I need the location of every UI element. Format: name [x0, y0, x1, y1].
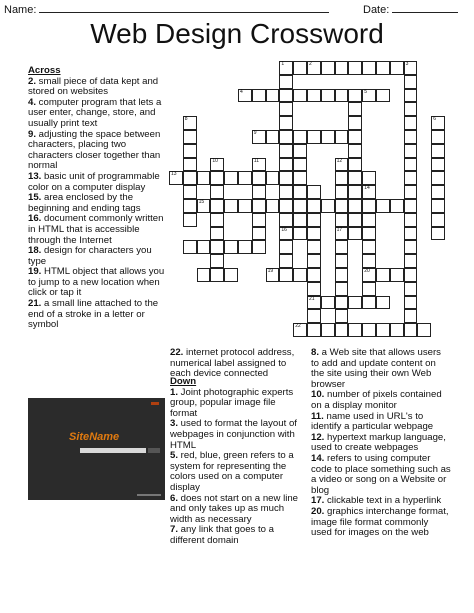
clue-number: 16.	[28, 213, 42, 225]
cell-number: 19	[267, 268, 274, 274]
clue-text: internet protocol address, numerical label assigned to each device connected	[170, 347, 295, 380]
clue-number: 3.	[170, 418, 179, 430]
crossword-cell[interactable]	[362, 323, 376, 337]
clue-item	[311, 507, 451, 539]
crossword-cell[interactable]	[362, 61, 376, 75]
crossword-cell[interactable]	[362, 268, 376, 282]
mockup-site-suffix: Name	[89, 431, 120, 443]
crossword-cell[interactable]	[307, 323, 321, 337]
crossword-cell[interactable]	[293, 268, 307, 282]
website-mockup-image	[28, 398, 165, 500]
crossword-cell[interactable]	[335, 158, 349, 172]
cell-number: 21	[309, 295, 315, 302]
crossword-cell[interactable]	[183, 171, 197, 185]
across-clue-22	[170, 348, 305, 380]
crossword-cell[interactable]	[183, 158, 197, 172]
clue-number: 10.	[311, 389, 325, 401]
crossword-cell[interactable]	[197, 199, 211, 213]
clue-text: does not start on a new line and only takes up as much width as necessary	[170, 492, 299, 525]
crossword-cell[interactable]	[335, 227, 349, 241]
crossword-cell[interactable]	[307, 199, 321, 213]
crossword-cell[interactable]	[348, 116, 362, 130]
clue-number: 5.	[170, 450, 179, 462]
crossword-cell[interactable]	[390, 61, 404, 75]
clue-number: 15.	[28, 192, 42, 204]
clue-item	[28, 299, 170, 331]
clue-text: a Web site that allows users to add and update content on the site using their own Web browser	[311, 347, 441, 390]
clue-text: red, blue, green refers to a system for representing the colors used on a computer display	[170, 450, 294, 493]
clue-text: used to format the layout of webpages in conjunction with HTML	[170, 418, 297, 451]
crossword-cell[interactable]	[197, 171, 211, 185]
clue-item	[311, 412, 451, 433]
crossword-cell[interactable]	[404, 254, 418, 268]
crossword-cell[interactable]	[238, 171, 252, 185]
crossword-cell[interactable]	[348, 296, 362, 310]
clue-number: 9.	[28, 128, 37, 140]
clue-item	[170, 525, 305, 546]
crossword-cell[interactable]	[404, 144, 418, 158]
crossword-cell[interactable]	[307, 309, 321, 323]
cell-number: 17	[336, 226, 343, 233]
crossword-cell[interactable]	[210, 158, 224, 172]
crossword-cell[interactable]	[279, 61, 293, 75]
clue-item	[28, 267, 170, 299]
name-field	[4, 3, 329, 16]
cell-number: 4	[240, 88, 243, 95]
crossword-cell[interactable]	[293, 213, 307, 227]
crossword-cell[interactable]	[348, 102, 362, 116]
crossword-cell[interactable]	[348, 323, 362, 337]
crossword-cell[interactable]	[335, 213, 349, 227]
crossword-cell[interactable]	[390, 323, 404, 337]
clue-text: clickable text in a hyperlink	[324, 495, 442, 507]
crossword-cell[interactable]	[307, 61, 321, 75]
crossword-cell[interactable]	[348, 61, 362, 75]
crossword-cell[interactable]	[252, 185, 266, 199]
crossword-cell[interactable]	[404, 185, 418, 199]
crossword-cell[interactable]	[335, 254, 349, 268]
clue-text: document commonly written in HTML that is accessible through the Internet	[28, 213, 164, 246]
crossword-cell[interactable]	[279, 185, 293, 199]
clue-text: adjusting the space between characters, placing two characters closer together than normal	[28, 128, 161, 172]
clue-item	[311, 348, 451, 390]
crossword-cell[interactable]	[431, 171, 445, 185]
clue-text: any link that goes to a different domain	[170, 524, 275, 546]
crossword-cell[interactable]	[293, 227, 307, 241]
clue-item	[170, 494, 305, 526]
crossword-cell[interactable]	[431, 199, 445, 213]
crossword-cell[interactable]	[335, 171, 349, 185]
clue-item	[311, 433, 451, 454]
mockup-site-prefix: Site	[69, 431, 90, 443]
clue-text: area enclosed by the beginning and ending tags	[28, 192, 141, 214]
crossword-cell[interactable]	[307, 268, 321, 282]
clue-number: 17.	[311, 495, 325, 507]
crossword-cell[interactable]	[348, 89, 362, 103]
crossword-cell[interactable]	[321, 130, 335, 144]
crossword-cell[interactable]	[335, 89, 349, 103]
crossword-cell[interactable]	[321, 296, 335, 310]
mockup-site-name	[69, 431, 119, 443]
crossword-cell[interactable]	[266, 89, 280, 103]
crossword-cell[interactable]	[252, 213, 266, 227]
crossword-cell[interactable]	[348, 144, 362, 158]
crossword-cell[interactable]	[307, 254, 321, 268]
crossword-cell[interactable]	[224, 199, 238, 213]
crossword-cell[interactable]	[335, 199, 349, 213]
crossword-cell[interactable]	[210, 171, 224, 185]
crossword-cell[interactable]	[404, 75, 418, 89]
crossword-cell[interactable]	[293, 323, 307, 337]
crossword-cell[interactable]	[431, 213, 445, 227]
crossword-cell[interactable]	[183, 144, 197, 158]
crossword-cell[interactable]	[404, 61, 418, 75]
crossword-cell[interactable]	[362, 89, 376, 103]
page-title: Web Design Crossword	[90, 18, 384, 49]
crossword-cell[interactable]	[293, 144, 307, 158]
crossword-cell[interactable]	[431, 116, 445, 130]
crossword-cell[interactable]	[404, 268, 418, 282]
crossword-cell[interactable]	[404, 171, 418, 185]
clue-item	[170, 388, 305, 420]
clue-text: HTML object that allows you to jump to a new location when click or tap it	[28, 266, 165, 299]
crossword-cell[interactable]	[266, 268, 280, 282]
down-heading: Down	[170, 376, 197, 387]
crossword-cell[interactable]	[252, 89, 266, 103]
crossword-cell[interactable]	[348, 158, 362, 172]
crossword-cell[interactable]	[252, 227, 266, 241]
crossword-cell[interactable]	[279, 158, 293, 172]
crossword-cell[interactable]	[279, 130, 293, 144]
crossword-cell[interactable]	[431, 227, 445, 241]
crossword-cell[interactable]	[362, 171, 376, 185]
crossword-cell[interactable]	[376, 89, 390, 103]
crossword-cell[interactable]	[307, 213, 321, 227]
crossword-cell[interactable]	[238, 199, 252, 213]
clue-item	[311, 454, 451, 496]
crossword-cell[interactable]	[307, 130, 321, 144]
crossword-cell[interactable]	[348, 199, 362, 213]
crossword-cell[interactable]	[335, 185, 349, 199]
date-label: Date:	[363, 4, 390, 16]
crossword-cell[interactable]	[266, 130, 280, 144]
clue-text: number of pixels contained on a display monitor	[311, 389, 442, 411]
down-clues-left	[170, 377, 305, 547]
clue-number: 11.	[311, 410, 324, 422]
crossword-cell[interactable]	[252, 240, 266, 254]
crossword-cell[interactable]	[279, 89, 293, 103]
crossword-cell[interactable]	[293, 89, 307, 103]
clue-number: 4.	[28, 96, 37, 108]
crossword-cell[interactable]	[335, 323, 349, 337]
cell-number: 3	[405, 61, 409, 67]
crossword-cell[interactable]	[307, 282, 321, 296]
cell-number: 15	[198, 199, 205, 205]
crossword-cell[interactable]	[183, 130, 197, 144]
cell-number: 11	[253, 157, 259, 164]
crossword-cell[interactable]	[404, 130, 418, 144]
crossword-cell[interactable]	[169, 171, 183, 185]
crossword-cell[interactable]	[404, 282, 418, 296]
crossword-cell[interactable]	[279, 213, 293, 227]
crossword-cell[interactable]	[335, 296, 349, 310]
clue-number: 13.	[28, 170, 42, 182]
crossword-cell[interactable]	[321, 323, 335, 337]
down-clues-right	[311, 348, 451, 539]
crossword-cell[interactable]	[224, 240, 238, 254]
crossword-cell[interactable]	[431, 158, 445, 172]
crossword-cell[interactable]	[279, 171, 293, 185]
crossword-cell[interactable]	[293, 185, 307, 199]
crossword-cell[interactable]	[307, 227, 321, 241]
crossword-cell[interactable]	[224, 268, 238, 282]
crossword-cell[interactable]	[279, 254, 293, 268]
crossword-cell[interactable]	[197, 268, 211, 282]
crossword-cell[interactable]	[210, 254, 224, 268]
clue-item	[28, 172, 170, 193]
crossword-cell[interactable]	[279, 199, 293, 213]
cell-number: 1	[281, 61, 285, 67]
clue-number: 12.	[311, 431, 325, 443]
crossword-cell[interactable]	[348, 227, 362, 241]
crossword-cell[interactable]	[362, 185, 376, 199]
crossword-cell[interactable]	[362, 199, 376, 213]
crossword-cell[interactable]	[335, 61, 349, 75]
crossword-cell[interactable]	[307, 240, 321, 254]
crossword-cell[interactable]	[210, 227, 224, 241]
crossword-cell[interactable]	[197, 240, 211, 254]
clue-text: computer program that lets a user enter, change, store, and usually print text	[28, 96, 162, 129]
crossword-cell[interactable]	[183, 185, 197, 199]
crossword-cell[interactable]	[404, 323, 418, 337]
crossword-cell[interactable]	[376, 296, 390, 310]
crossword-cell[interactable]	[279, 268, 293, 282]
crossword-cell[interactable]	[431, 144, 445, 158]
clue-item	[170, 451, 305, 493]
crossword-cell[interactable]	[404, 158, 418, 172]
clue-number: 14.	[311, 452, 325, 464]
clue-item	[28, 130, 170, 172]
clue-number: 21.	[28, 298, 42, 310]
crossword-cell[interactable]	[376, 199, 390, 213]
clue-text: basic unit of programmable color on a computer display	[28, 170, 160, 193]
crossword-cell[interactable]	[404, 240, 418, 254]
crossword-cell[interactable]	[376, 61, 390, 75]
crossword-cell[interactable]	[335, 130, 349, 144]
clue-item	[311, 390, 451, 411]
crossword-cell[interactable]	[362, 282, 376, 296]
crossword-cell[interactable]	[404, 296, 418, 310]
crossword-cell[interactable]	[348, 130, 362, 144]
clue-item	[170, 419, 305, 451]
crossword-cell[interactable]	[279, 227, 293, 241]
crossword-cell[interactable]	[210, 268, 224, 282]
crossword-cell[interactable]	[293, 199, 307, 213]
clue-number: 2.	[28, 75, 37, 87]
crossword-cell[interactable]	[238, 89, 252, 103]
crossword-cell[interactable]	[404, 199, 418, 213]
crossword-cell[interactable]	[224, 171, 238, 185]
crossword-cell[interactable]	[404, 213, 418, 227]
crossword-cell[interactable]	[279, 144, 293, 158]
crossword-cell[interactable]	[321, 61, 335, 75]
crossword-cell[interactable]	[431, 130, 445, 144]
crossword-cell[interactable]	[252, 158, 266, 172]
clue-item	[28, 98, 170, 130]
clue-item	[28, 77, 170, 98]
clue-text: Joint photographic experts group, popular image file format	[170, 386, 294, 419]
crossword-cell[interactable]	[362, 213, 376, 227]
crossword-cell[interactable]	[321, 199, 335, 213]
crossword-cell[interactable]	[279, 116, 293, 130]
cell-number: 16	[281, 226, 287, 233]
crossword-cell[interactable]	[321, 89, 335, 103]
crossword-cell[interactable]	[293, 130, 307, 144]
cell-number: 12	[336, 157, 343, 164]
crossword-cell[interactable]	[279, 102, 293, 116]
date-field	[363, 3, 458, 16]
crossword-cell[interactable]	[183, 199, 197, 213]
clue-item	[28, 214, 170, 246]
crossword-cell[interactable]	[348, 185, 362, 199]
cell-number: 13	[171, 171, 177, 178]
clue-item	[170, 348, 305, 380]
clue-text: a small line attached to the end of a stroke in a letter or symbol	[28, 298, 159, 331]
crossword-cell[interactable]	[183, 240, 197, 254]
crossword-cell[interactable]	[293, 158, 307, 172]
across-clues	[28, 66, 170, 331]
cell-number: 10	[212, 157, 218, 164]
clue-number: 1.	[170, 386, 179, 398]
cell-number: 9	[253, 130, 257, 136]
crossword-cell[interactable]	[266, 199, 280, 213]
cell-number: 2	[309, 61, 312, 67]
clue-number: 20.	[311, 505, 325, 517]
clue-text: small piece of data kept and stored on websites	[28, 75, 159, 98]
date-line	[392, 3, 458, 13]
crossword-cell[interactable]	[335, 240, 349, 254]
crossword-cell[interactable]	[431, 185, 445, 199]
crossword-cell[interactable]	[210, 213, 224, 227]
crossword-cell[interactable]	[362, 254, 376, 268]
clue-text: name used in URL's to identify a particular webpage	[311, 410, 434, 433]
cell-number: 22	[295, 323, 301, 330]
crossword-cell[interactable]	[307, 89, 321, 103]
cell-number: 14	[364, 185, 370, 192]
crossword-cell[interactable]	[376, 268, 390, 282]
name-line	[39, 3, 329, 13]
crossword-cell[interactable]	[335, 268, 349, 282]
clue-number: 22.	[170, 347, 184, 358]
cell-number: 20	[364, 268, 370, 274]
crossword-cell[interactable]	[362, 296, 376, 310]
mockup-search-box	[80, 448, 146, 453]
clue-text: graphics interchange format, image file format commonly used for images on the web	[311, 505, 449, 539]
clue-number: 18.	[28, 245, 42, 257]
clue-text: refers to using computer code to place something such as a video or song on a Website or blog	[311, 452, 451, 496]
crossword-cell[interactable]	[362, 240, 376, 254]
crossword-cell[interactable]	[390, 199, 404, 213]
clue-number: 19.	[28, 266, 42, 278]
clue-text: design for characters you type	[28, 245, 152, 267]
crossword-cell[interactable]	[279, 75, 293, 89]
cell-number: 5	[364, 88, 367, 95]
name-label: Name:	[4, 4, 37, 16]
clue-number: 6.	[170, 492, 179, 504]
crossword-cell[interactable]	[183, 116, 197, 130]
crossword-cell[interactable]	[307, 185, 321, 199]
clue-number: 7.	[170, 524, 179, 536]
crossword-cell[interactable]	[252, 130, 266, 144]
mockup-nav-mark	[151, 402, 159, 405]
mockup-search-button	[148, 448, 160, 453]
crossword-cell[interactable]	[266, 171, 280, 185]
cell-number: 6	[433, 116, 436, 123]
clue-text: hypertext markup language, used to create webpages	[311, 431, 446, 454]
crossword-cell[interactable]	[404, 116, 418, 130]
crossword-cell[interactable]	[335, 282, 349, 296]
crossword-cell[interactable]	[279, 240, 293, 254]
mockup-footer-text	[137, 494, 161, 496]
crossword-cell[interactable]	[210, 240, 224, 254]
crossword-cell[interactable]	[404, 89, 418, 103]
crossword-cell[interactable]	[238, 240, 252, 254]
crossword-cell[interactable]	[293, 61, 307, 75]
crossword-cell[interactable]	[335, 309, 349, 323]
across-heading: Across	[28, 65, 61, 76]
crossword-cell[interactable]	[348, 213, 362, 227]
crossword-cell[interactable]	[293, 171, 307, 185]
crossword-cell[interactable]	[348, 171, 362, 185]
cell-number: 8	[184, 116, 188, 123]
crossword-cell[interactable]	[390, 268, 404, 282]
clue-item	[28, 246, 170, 267]
crossword-cell[interactable]	[404, 227, 418, 241]
crossword-cell[interactable]	[210, 185, 224, 199]
crossword-cell[interactable]	[362, 227, 376, 241]
crossword-cell[interactable]	[210, 199, 224, 213]
crossword-cell[interactable]	[307, 296, 321, 310]
crossword-cell[interactable]	[404, 309, 418, 323]
crossword-cell[interactable]	[404, 102, 418, 116]
clue-number: 8.	[311, 347, 320, 358]
crossword-cell[interactable]	[252, 171, 266, 185]
clue-item	[28, 193, 170, 214]
crossword-cell[interactable]	[376, 323, 390, 337]
crossword-cell[interactable]	[417, 323, 431, 337]
crossword-cell[interactable]	[183, 213, 197, 227]
crossword-cell[interactable]	[252, 199, 266, 213]
